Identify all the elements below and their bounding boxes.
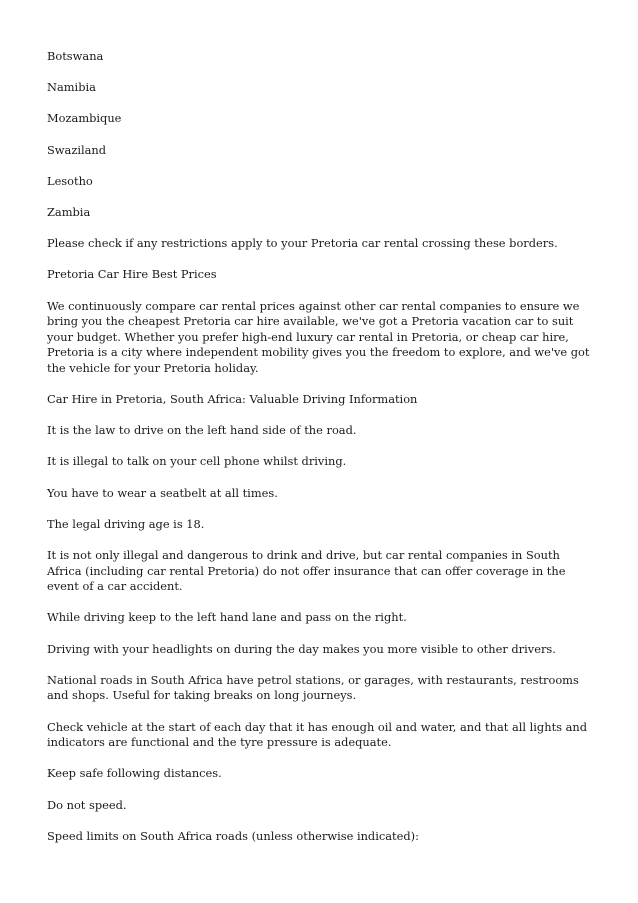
- section-heading-driving-info: Car Hire in Pretoria, South Africa: Valuable Driving Information: [47, 392, 418, 407]
- country-item-botswana: Botswana: [47, 49, 104, 63]
- border-restrictions-note: Please check if any restrictions apply to your Pretoria car rental crossing these borders.: [47, 236, 558, 251]
- driving-tip-following-distance: Keep safe following distances.: [47, 766, 222, 781]
- driving-tip-national-roads: National roads in South Africa have petrol stations, or garages, with restaurants, restrooms and shops. Useful for taking breaks on long journeys.: [47, 672, 579, 703]
- document-page: [47, 49, 595, 860]
- driving-tip-headlights: Driving with your headlights on during the day makes you more visible to other drivers.: [47, 641, 556, 656]
- speed-limits-intro: Speed limits on South Africa roads (unless otherwise indicated):: [47, 828, 419, 843]
- section-heading-best-prices: Pretoria Car Hire Best Prices: [47, 267, 217, 282]
- best-prices-paragraph: We continuously compare car rental prices against other car rental companies to ensure we bring you the cheapest Pretoria car hire available, we've got a Pretoria vacation car to suit your budget. Whether you prefer high-end luxury car rental in Pretoria, or cheap car hire, Pretoria is a city where independent mobility gives you the freedom to explore, and we've got the vehicle for your Pretoria holiday.: [47, 298, 590, 375]
- driving-tip-left-lane: While driving keep to the left hand lane and pass on the right.: [47, 610, 407, 625]
- driving-tip-no-speeding: Do not speed.: [47, 797, 127, 812]
- country-item-swaziland: Swaziland: [47, 142, 107, 157]
- driving-tip-vehicle-check: Check vehicle at the start of each day that it has enough oil and water, and that all lights and indicators are functional and the tyre pressure is adequate.: [47, 719, 588, 750]
- driving-tip-seatbelt: You have to wear a seatbelt at all times.: [47, 485, 278, 500]
- driving-tip-left-side: It is the law to drive on the left hand side of the road.: [47, 423, 357, 438]
- country-item-lesotho: Lesotho: [47, 173, 93, 188]
- driving-tip-cell-phone: It is illegal to talk on your cell phone whilst driving.: [47, 454, 347, 469]
- country-item-namibia: Namibia: [47, 80, 96, 95]
- country-item-mozambique: Mozambique: [47, 111, 122, 126]
- driving-tip-drink-drive: It is not only illegal and dangerous to drink and drive, but car rental companies in South Africa (including car rental Pretoria) do not offer insurance that can offer coverage in the event of a car accident.: [47, 548, 566, 594]
- country-item-zambia: Zambia: [47, 204, 91, 219]
- driving-tip-legal-age: The legal driving age is 18.: [47, 516, 205, 531]
